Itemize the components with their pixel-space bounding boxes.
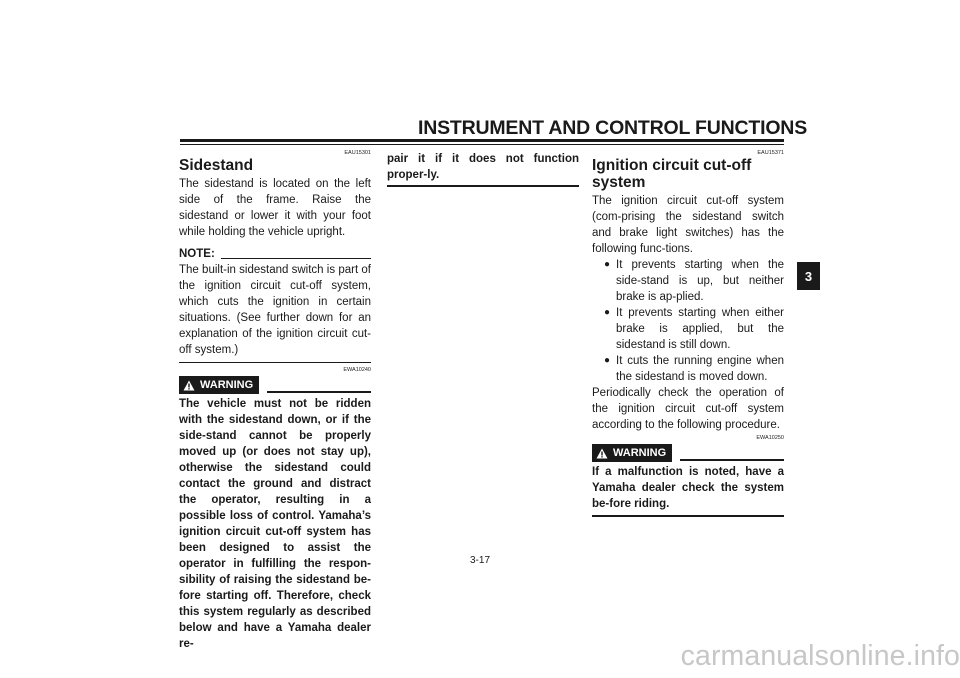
note-end-rule bbox=[179, 362, 371, 363]
column-right bbox=[592, 150, 784, 517]
note-label: NOTE: bbox=[179, 248, 215, 260]
warning-badge bbox=[592, 444, 672, 462]
page-number: 3-17 bbox=[469, 555, 490, 566]
header-rule-thick bbox=[180, 139, 784, 142]
warning-rule bbox=[680, 459, 784, 461]
warning-label: WARNING bbox=[613, 447, 667, 459]
procedure-paragraph: Periodically check the operation of the ignition circuit cut-off system according to the following procedure. bbox=[592, 387, 784, 431]
warning-code: EWA10240 bbox=[343, 367, 371, 373]
note-text: The built-in sidestand switch is part of the ignition circuit cut-off system, which cuts the ignition in certain situations. (See further down for an explanation of the ignition circuit cut-off system.) bbox=[179, 264, 371, 356]
bullet-icon: ● bbox=[604, 259, 611, 270]
section-code: EAU15371 bbox=[757, 150, 784, 156]
bullet-icon: ● bbox=[604, 307, 611, 318]
list-item: ● It prevents starting when either brake is applied, but the sidestand is still down. bbox=[604, 307, 784, 351]
chapter-tab: 3 bbox=[797, 262, 820, 290]
page-title: INSTRUMENT AND CONTROL FUNCTIONS bbox=[418, 117, 807, 139]
list-item: ● It prevents starting when the side-stand is up, but neither brake is ap-plied. bbox=[604, 259, 784, 303]
list-item: ● It cuts the running engine when the sidestand is moved down. bbox=[604, 355, 784, 383]
note-rule bbox=[221, 258, 371, 259]
bullet-icon: ● bbox=[604, 355, 611, 366]
watermark: carmanualsonline.info bbox=[680, 640, 960, 672]
function-list bbox=[592, 257, 784, 385]
warning-badge bbox=[179, 376, 259, 394]
warning-header bbox=[592, 444, 784, 462]
warning-end-rule bbox=[387, 185, 579, 187]
column-left bbox=[179, 150, 371, 652]
header-rule-thin bbox=[180, 144, 784, 145]
warning-text-continued: pair it if it does not function proper-ly. bbox=[387, 153, 579, 181]
warning-label: WARNING bbox=[200, 379, 254, 391]
note-header bbox=[179, 246, 371, 262]
warning-end-rule bbox=[592, 515, 784, 517]
section-heading-ignition-cutoff: Ignition circuit cut-off system bbox=[592, 157, 752, 191]
warning-header bbox=[179, 376, 371, 394]
section-code: EAU15301 bbox=[344, 150, 371, 156]
warning-text: The vehicle must not be ridden with the sidestand down, or if the side-stand cannot be properly moved up (or does not stay up), otherwise the sidestand could contact the ground and distract the operator, resulting in a possible loss of control. Yamaha’s ignition circuit cut-off system has been designed to assist the operator in fulfilling the respon-sibility of raising the sidestand be-fore starting off. Therefore, check this system regularly as described below and have a Yamaha dealer re- bbox=[179, 398, 371, 650]
warning-text: If a malfunction is noted, have a Yamaha dealer check the system be-fore riding. bbox=[592, 466, 784, 510]
warning-code: EWA10250 bbox=[756, 435, 784, 441]
ignition-paragraph: The ignition circuit cut-off system (com-prising the sidestand switch and brake light switches) has the following func-tions. bbox=[592, 195, 784, 255]
warning-triangle-icon bbox=[596, 448, 608, 459]
sidestand-paragraph: The sidestand is located on the left side of the frame. Raise the sidestand or lower it with your foot while holding the vehicle upright. bbox=[179, 178, 371, 238]
warning-triangle-icon bbox=[183, 380, 195, 391]
section-heading-sidestand: Sidestand bbox=[179, 157, 254, 174]
column-middle bbox=[387, 151, 579, 187]
warning-rule bbox=[267, 391, 371, 393]
